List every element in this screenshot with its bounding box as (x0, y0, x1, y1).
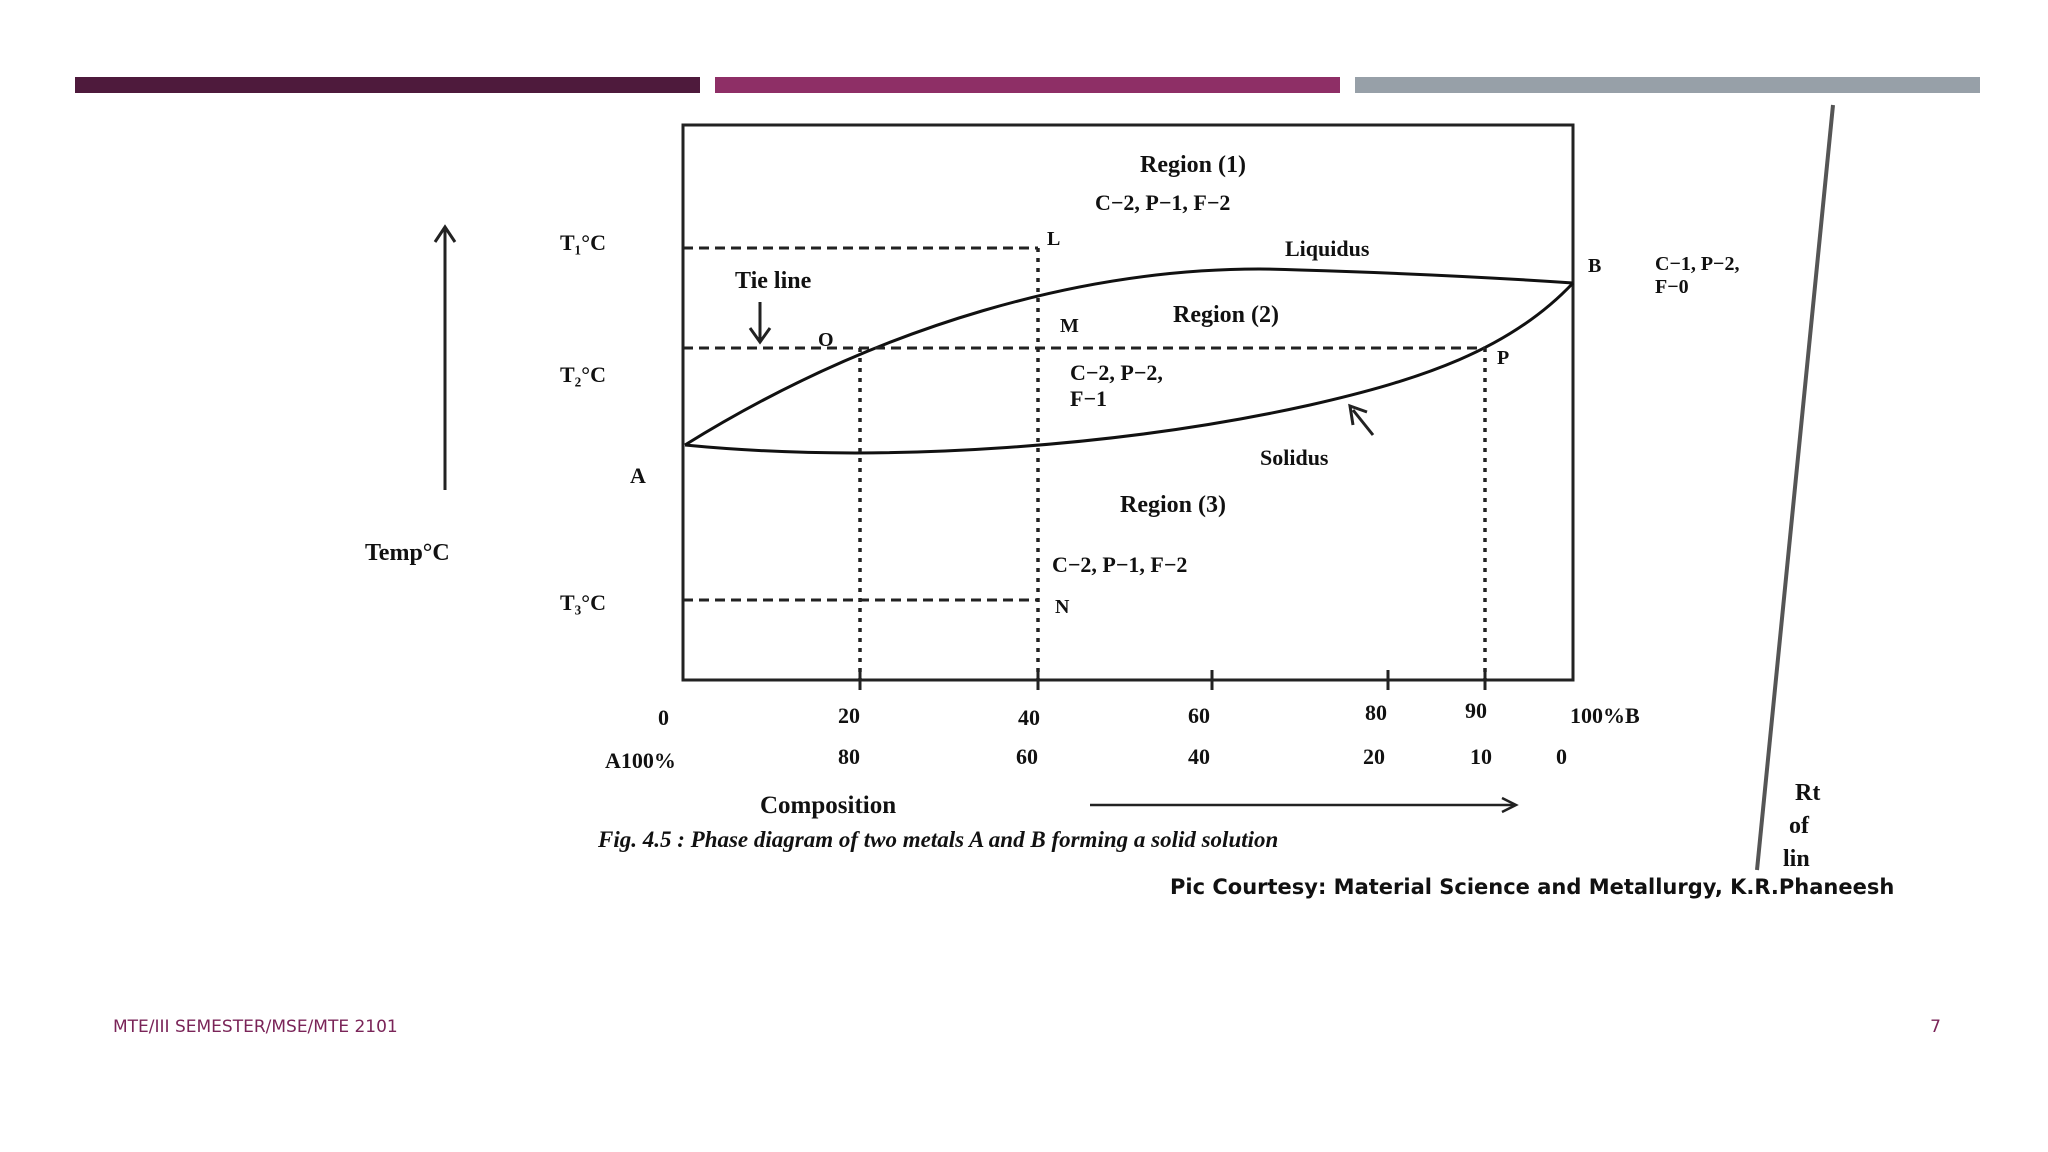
edge-text-3: lin (1783, 846, 1810, 872)
temp-axis-label: Temp°C (365, 540, 450, 566)
x-tick-top-40: 40 (1018, 705, 1040, 730)
x-tick-top-80: 80 (1365, 700, 1387, 725)
x-tick-bottom-40: 40 (1188, 744, 1210, 769)
x-tick-bottom-10: 10 (1470, 744, 1492, 769)
composition-label: Composition (760, 792, 897, 819)
edge-text-2: of (1789, 813, 1809, 839)
x-tick-top-60: 60 (1188, 703, 1210, 728)
header-bar-2 (715, 77, 1340, 93)
tie-line-label: Tie line (735, 268, 812, 294)
point-n: N (1055, 596, 1070, 618)
t2-label: T₂°C (560, 362, 606, 387)
t3-label: T₃°C (560, 590, 606, 615)
region-3-rule: C−2, P−1, F−2 (1052, 552, 1188, 577)
point-m: M (1060, 315, 1079, 337)
edge-text-1: Rt (1795, 780, 1821, 806)
x-tick-top-100b: 100%B (1570, 703, 1640, 728)
page-number: 7 (1930, 1017, 1941, 1037)
region-2-label: Region (2) (1173, 302, 1279, 328)
point-l: L (1047, 228, 1061, 250)
point-o: O (818, 329, 834, 351)
picture-courtesy: Pic Courtesy: Material Science and Metallurgy, K.R.Phaneesh (1170, 875, 1895, 899)
region-1-rule: C−2, P−1, F−2 (1095, 190, 1231, 215)
solidus-arrow (1353, 410, 1373, 435)
x-tick-bottom-0: 0 (1556, 744, 1567, 769)
b-rule-line-1: C−1, P−2, (1655, 253, 1740, 275)
x-tick-bottom-80: 80 (838, 744, 860, 769)
region-3-label: Region (3) (1120, 492, 1226, 518)
phase-diagram-scan (270, 100, 1840, 890)
phase-diagram (270, 100, 1840, 890)
liquidus-curve (685, 269, 1573, 445)
x-tick-bottom-20: 20 (1363, 744, 1385, 769)
b-rule-line-2: F−0 (1655, 276, 1689, 298)
page-edge-shade (1760, 100, 1840, 870)
footer-course-label: MTE/III SEMESTER/MSE/MTE 2101 (113, 1017, 398, 1037)
region-2-rule-line-1: C−2, P−2, (1070, 360, 1163, 385)
liquidus-label: Liquidus (1285, 236, 1370, 261)
point-b: B (1588, 255, 1602, 277)
point-p: P (1497, 347, 1510, 369)
header-bar-1 (75, 77, 700, 93)
point-a: A (630, 463, 646, 488)
region-2-rule-line-2: F−1 (1070, 386, 1107, 411)
x-tick-top-90: 90 (1465, 698, 1487, 723)
header-bar-3 (1355, 77, 1980, 93)
figure-caption: Fig. 4.5 : Phase diagram of two metals A and B forming a solid solution (598, 827, 1279, 852)
region-1-label: Region (1) (1140, 152, 1246, 178)
x-tick-bottom-a100: A100% (605, 748, 676, 773)
x-tick-top-0: 0 (658, 705, 669, 730)
t1-label: T₁°C (560, 230, 606, 255)
x-tick-top-20: 20 (838, 703, 860, 728)
x-tick-bottom-60: 60 (1016, 744, 1038, 769)
solidus-label: Solidus (1260, 445, 1329, 470)
